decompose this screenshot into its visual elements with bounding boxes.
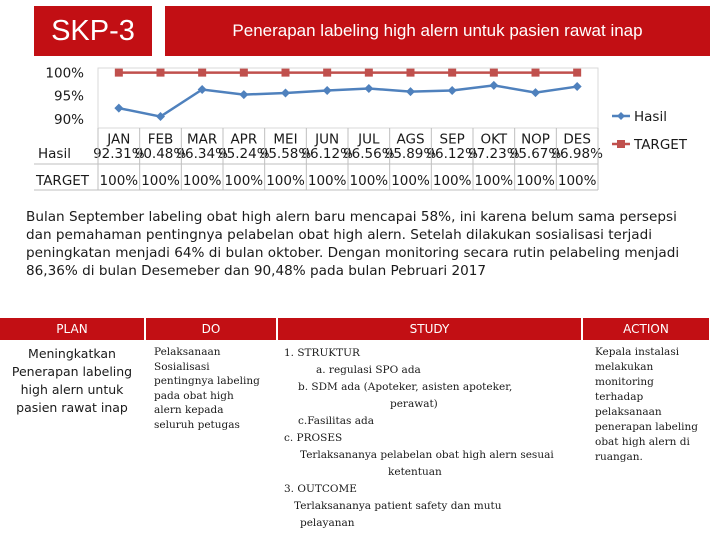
- study-line: 3. OUTCOME: [284, 483, 357, 495]
- data-point-hasil: [239, 90, 248, 99]
- pdsa-content-row: [0, 340, 710, 532]
- action-line: ruangan.: [595, 451, 643, 463]
- data-point-hasil: [281, 89, 290, 98]
- data-point-target: [157, 69, 165, 77]
- action-line: penerapan labeling: [595, 421, 699, 433]
- do-line: pada obat high: [154, 389, 234, 402]
- plan-line: high alern untuk: [20, 382, 124, 397]
- action-line: Kepala instalasi: [595, 346, 680, 358]
- plan-line: pasien rawat inap: [16, 400, 128, 415]
- data-point-hasil: [364, 84, 373, 93]
- plot-area: [98, 68, 598, 128]
- plan-header: PLAN: [0, 318, 145, 340]
- x-tick-label: FEB: [147, 131, 174, 148]
- legend-label: TARGET: [634, 137, 688, 153]
- pdsa-table: [0, 318, 711, 532]
- data-label: 95.24%: [218, 146, 270, 162]
- data-label: 96.34%: [176, 146, 228, 162]
- data-point-hasil: [323, 86, 332, 95]
- data-label: 100%: [432, 173, 472, 189]
- data-point-hasil: [114, 104, 123, 113]
- do-line: pentingnya labeling: [154, 375, 260, 387]
- x-tick-label: APR: [230, 131, 258, 148]
- data-point-hasil: [573, 82, 582, 91]
- data-point-target: [573, 69, 581, 77]
- data-label: 95.58%: [259, 146, 312, 162]
- plan-line: Meningkatkan: [28, 346, 116, 361]
- y-tick-label: 100%: [45, 65, 84, 82]
- study-line: a. regulasi SPO ada: [316, 364, 421, 376]
- action-line: pelaksanaan: [595, 406, 662, 418]
- data-label: 100%: [266, 173, 305, 189]
- data-label: 100%: [557, 173, 597, 189]
- study-header: STUDY: [277, 318, 582, 340]
- x-tick-label: MEI: [273, 131, 298, 148]
- data-point-target: [407, 69, 415, 77]
- plan-line: Penerapan labeling: [11, 364, 133, 379]
- action-cell: [582, 340, 710, 532]
- data-label: 97.23%: [468, 146, 520, 162]
- data-label: 100%: [516, 173, 555, 189]
- x-tick-label: MAR: [187, 131, 218, 148]
- data-label: 96.56%: [343, 146, 395, 162]
- data-point-hasil: [448, 86, 457, 95]
- do-line: alern kepada: [154, 404, 224, 416]
- data-table-series-name: TARGET: [36, 173, 90, 189]
- data-label: 100%: [349, 173, 389, 189]
- study-line: 1. STRUKTUR: [284, 347, 360, 359]
- data-table-series-name: Hasil: [38, 146, 71, 162]
- x-tick-label: NOP: [521, 131, 550, 148]
- do-header: DO: [145, 318, 277, 340]
- study-line: b. SDM ada (Apoteker, asisten apoteker,: [298, 381, 513, 393]
- legend-label: Hasil: [634, 109, 667, 125]
- plan-cell: [0, 340, 145, 532]
- do-line: Pelaksanaan: [154, 346, 221, 358]
- page-code-badge: SKP-3: [34, 6, 152, 56]
- study-line: pelayanan: [300, 517, 355, 529]
- data-label: 100%: [391, 173, 430, 189]
- data-point-hasil: [489, 81, 498, 90]
- do-cell: [145, 340, 277, 532]
- data-point-target: [323, 69, 331, 77]
- x-tick-label: AGS: [396, 131, 425, 148]
- data-point-target: [282, 69, 290, 77]
- action-line: melakukan: [595, 361, 654, 373]
- data-point-hasil: [531, 88, 540, 97]
- data-point-target: [198, 69, 206, 77]
- data-point-target: [240, 69, 248, 77]
- data-label: 92.31%: [93, 146, 145, 162]
- data-label: 100%: [99, 173, 139, 189]
- action-line: obat high alern di: [595, 436, 690, 448]
- data-label: 100%: [141, 173, 180, 189]
- data-label: 100%: [182, 173, 222, 189]
- data-label: 96.12%: [426, 146, 478, 162]
- x-tick-label: SEP: [439, 131, 465, 148]
- study-line: ketentuan: [388, 466, 442, 478]
- line-chart: [0, 60, 720, 195]
- y-tick-label: 90%: [53, 111, 84, 128]
- study-line: perawat): [390, 398, 438, 410]
- study-cell: [277, 340, 582, 532]
- action-line: monitoring: [595, 376, 654, 388]
- series-line-hasil: [119, 85, 577, 116]
- x-tick-label: OKT: [480, 131, 508, 148]
- data-point-target: [365, 69, 373, 77]
- x-tick-label: JUN: [315, 131, 340, 148]
- data-label: 95.67%: [509, 146, 562, 162]
- data-point-hasil: [406, 87, 415, 96]
- study-line: c.Fasilitas ada: [298, 415, 374, 427]
- study-line: Terlaksananya patient safety dan mutu: [294, 500, 502, 512]
- data-point-target: [532, 69, 540, 77]
- legend-marker-hasil: [617, 112, 625, 120]
- do-line: Sosialisasi: [154, 360, 210, 373]
- data-point-target: [115, 69, 123, 77]
- data-label: 100%: [307, 173, 347, 189]
- page-title: Penerapan labeling high alern untuk pasien rawat inap: [165, 6, 710, 56]
- do-line: seluruh petugas: [154, 418, 240, 431]
- pdsa-header-row: [0, 318, 710, 340]
- action-header: ACTION: [582, 318, 710, 340]
- study-line: Terlaksananya pelabelan obat high alern sesuai: [300, 449, 554, 461]
- data-point-target: [448, 69, 456, 77]
- data-point-target: [490, 69, 498, 77]
- data-label: 90.48%: [134, 146, 187, 162]
- x-tick-label: JUL: [358, 131, 380, 148]
- data-label: 95.89%: [384, 146, 437, 162]
- data-label: 100%: [474, 173, 514, 189]
- study-line: c. PROSES: [284, 432, 343, 444]
- data-label: 100%: [224, 173, 264, 189]
- data-label: 96.98%: [551, 146, 603, 162]
- x-tick-label: JAN: [107, 131, 131, 148]
- action-line: terhadap: [595, 391, 644, 403]
- summary-paragraph: Bulan September labeling obat high alern baru mencapai 58%, ini karena belum sama persepsi dan pemahaman pentingnya pelabelan obat high alern. Setelah dilakukan sosialisasi terjadi peningkatan menjadi 64% di bulan oktober. Dengan monitoring secara rutin pelabeling menjadi 86,36% di bulan Desemeber dan 90,48% pada bulan Pebruari 2017: [26, 209, 680, 279]
- y-tick-label: 95%: [53, 88, 84, 105]
- x-tick-label: DES: [563, 131, 591, 148]
- legend-marker-target: [617, 140, 625, 148]
- data-label: 96.12%: [301, 146, 353, 162]
